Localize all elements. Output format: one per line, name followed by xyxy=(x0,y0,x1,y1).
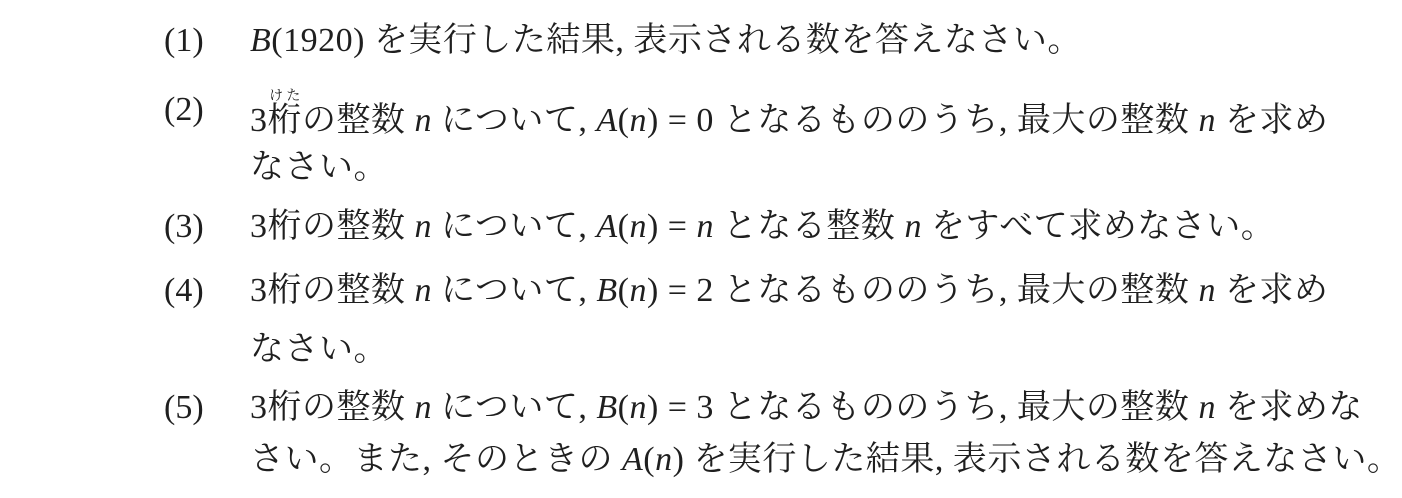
problem-1-text xyxy=(250,20,1082,62)
math-expression: B(1920) xyxy=(250,22,365,59)
problem-4-text-continued xyxy=(250,329,388,371)
jp-text: について, xyxy=(432,272,597,309)
ruby-annotation xyxy=(267,89,303,139)
problem-5-text xyxy=(250,387,1363,429)
jp-text: の整数 xyxy=(302,102,415,139)
math-expression: n xyxy=(904,208,922,245)
ruby-furigana: けた xyxy=(267,89,302,104)
math-expression: B(n) = 3 xyxy=(596,389,714,426)
jp-text: となるもののうち, 最大の整数 xyxy=(713,102,1199,139)
math-expression: n xyxy=(1198,102,1216,139)
problem-5-label: (5) xyxy=(164,389,204,426)
jp-text: について, xyxy=(432,389,597,426)
jp-text: となる整数 xyxy=(713,208,905,245)
math-expression: n xyxy=(414,389,432,426)
jp-text: を実行した結果, 表示される数を答えなさい。 xyxy=(364,22,1082,59)
jp-text: を求め xyxy=(1215,272,1329,309)
jp-text: 桁の整数 xyxy=(267,208,415,245)
problem-2-text xyxy=(250,89,1328,142)
jp-text: を求めな xyxy=(1215,389,1363,426)
math-expression: n xyxy=(414,102,432,139)
math-expression: n xyxy=(1198,272,1216,309)
math-expression: A(n) = n xyxy=(596,208,714,245)
jp-text: を求め xyxy=(1215,102,1329,139)
math-expression: 3 xyxy=(250,272,268,309)
jp-text: なさい。 xyxy=(250,331,388,368)
math-expression: 3 xyxy=(250,208,268,245)
problem-3-label: (3) xyxy=(164,208,204,245)
problem-2-label: (2) xyxy=(164,91,204,128)
problem-2-text-continued xyxy=(250,147,388,189)
jp-text: をすべて求めなさい。 xyxy=(921,208,1276,245)
math-expression: n xyxy=(414,208,432,245)
math-expression: n xyxy=(1198,389,1216,426)
math-expression: 3 xyxy=(250,389,268,426)
jp-text: さい。また, そのときの xyxy=(250,441,622,478)
ruby-base: 桁 xyxy=(267,102,302,139)
jp-text: 桁の整数 xyxy=(267,389,415,426)
jp-text: 桁の整数 xyxy=(267,272,415,309)
jp-text: なさい。 xyxy=(250,149,388,186)
problem-4-label: (4) xyxy=(164,272,204,309)
jp-text: となるもののうち, 最大の整数 xyxy=(713,272,1199,309)
jp-text: となるもののうち, 最大の整数 xyxy=(713,389,1199,426)
problem-5-text-continued xyxy=(250,439,1401,481)
jp-text: を実行した結果, 表示される数を答えなさい。 xyxy=(684,441,1402,478)
problem-3-text xyxy=(250,206,1275,248)
problem-1-label: (1) xyxy=(164,22,204,59)
math-expression: B(n) = 2 xyxy=(596,272,714,309)
math-expression: A(n) xyxy=(622,441,685,478)
jp-text: について, xyxy=(432,102,597,139)
problem-4-text xyxy=(250,270,1328,312)
jp-text: について, xyxy=(432,208,597,245)
math-expression: n xyxy=(414,272,432,309)
math-expression: 3 xyxy=(250,102,268,139)
math-expression: A(n) = 0 xyxy=(596,102,714,139)
